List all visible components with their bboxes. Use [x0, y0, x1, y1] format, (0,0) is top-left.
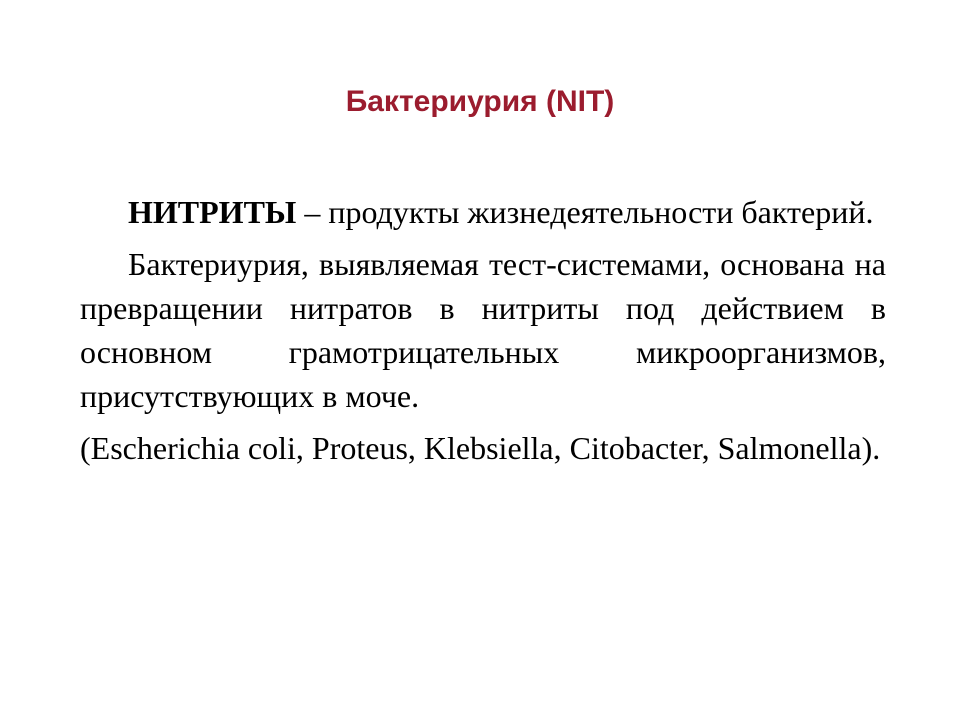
paragraph-bacteriuria: Бактериурия, выявляемая тест-системами, основана на превращении нитратов в нитриты под действием в основном грамотрицательных микроорганизмов, присутствующих в моче. [80, 246, 886, 414]
paragraph-organisms: (Escherichia coli, Proteus, Klebsiella, Citobacter, Salmonella). [80, 430, 881, 466]
paragraph-nitrites-text: – продукты жизнедеятельности бактерий. [296, 194, 874, 230]
slide-body [80, 190, 886, 478]
term-nitrites: НИТРИТЫ [128, 194, 297, 230]
slide-title: Бактериурия (NIT) [345, 85, 615, 118]
paragraph-nitrites [80, 190, 886, 234]
